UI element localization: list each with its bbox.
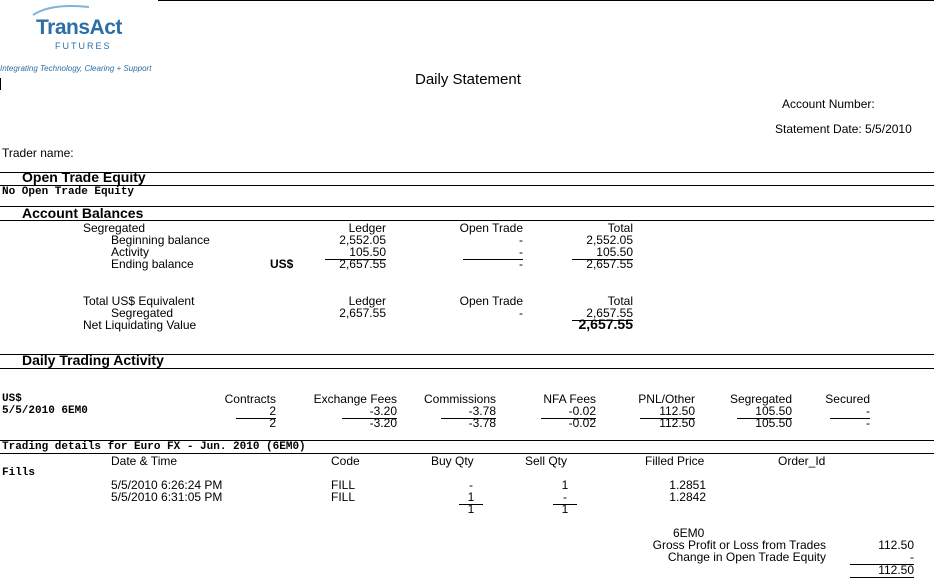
- nlv-value: 2,657.55: [578, 316, 633, 332]
- company-logo: [0, 0, 158, 78]
- summary-total: 112.50: [850, 564, 914, 578]
- header-code: Code: [331, 454, 360, 468]
- equiv-segregated-label: Segregated: [111, 306, 174, 320]
- header-sell-qty: Sell Qty: [525, 454, 568, 468]
- trader-name-label: Trader name:: [2, 146, 74, 160]
- header-pnl: PNL/Other: [638, 392, 695, 406]
- balance-row-total: 2,657.55: [586, 257, 633, 271]
- fill-price: 1.2851: [669, 478, 706, 492]
- col-open-trade: Open Trade: [459, 221, 523, 235]
- fill-buy-qty: -: [469, 478, 473, 492]
- top-border: [158, 0, 934, 1]
- fill-datetime: 5/5/2010 6:26:24 PM: [111, 478, 223, 492]
- gross-pl-value: 112.50: [878, 538, 914, 552]
- currency-label: US$: [270, 257, 294, 271]
- col-total: Total: [607, 294, 633, 308]
- details-heading: Trading details for Euro FX - Jun. 2010 (6EM0): [2, 441, 306, 453]
- fill-datetime: 5/5/2010 6:31:05 PM: [111, 490, 223, 504]
- activity-cell: 112.50: [640, 405, 695, 419]
- header-datetime: Date & Time: [111, 454, 178, 468]
- balance-row-total: 2,552.05: [586, 233, 633, 247]
- activity-cell: -3.78: [441, 405, 496, 419]
- logo-tagline: Integrating Technology, Clearing + Support: [0, 64, 152, 73]
- gross-pl-label: Gross Profit or Loss from Trades: [652, 538, 826, 552]
- activity-cell: -3.78: [468, 416, 496, 430]
- fill-code: FILL: [331, 490, 356, 504]
- logo-brand: TransAct: [36, 16, 122, 39]
- segregated-label: Segregated: [83, 221, 146, 235]
- activity-cell: -3.20: [369, 416, 397, 430]
- col-total: Total: [607, 221, 633, 235]
- balance-row-label: Beginning balance: [111, 233, 210, 247]
- balance-row-ledger: 2,657.55: [339, 257, 386, 271]
- header-filled-price: Filled Price: [645, 454, 705, 468]
- equiv-open: -: [519, 306, 523, 320]
- activity-cell: 105.50: [737, 405, 792, 419]
- header-segregated: Segregated: [729, 392, 792, 406]
- balance-row-open: -: [519, 257, 523, 271]
- header-exchange-fees: Exchange Fees: [313, 392, 397, 406]
- activity-cell: 2: [269, 416, 276, 430]
- activity-cell: -: [830, 405, 870, 419]
- col-open-trade: Open Trade: [459, 294, 523, 308]
- change-ote-value: -: [850, 551, 914, 565]
- account-number-label: Account Number:: [782, 97, 875, 111]
- header-contracts: Contracts: [224, 392, 276, 406]
- no-ote-text: No Open Trade Equity: [2, 186, 135, 198]
- nlv-label: Net Liquidating Value: [83, 318, 197, 332]
- balance-row-total: 105.50: [572, 246, 633, 260]
- balance-row-label: Activity: [111, 245, 150, 259]
- fills-label: Fills: [2, 467, 36, 479]
- balance-row-ledger: 105.50: [325, 246, 386, 260]
- fill-sell-qty: -: [553, 491, 577, 505]
- fill-sell-qty: 1: [561, 478, 569, 492]
- activity-row-label: 5/5/2010 6EM0: [2, 405, 88, 417]
- logo-subtitle: FUTURES: [55, 41, 112, 51]
- balances-heading: Account Balances: [22, 205, 144, 221]
- header-order-id: Order_Id: [778, 454, 826, 468]
- fill-buy-qty: 1: [459, 491, 483, 505]
- page-title: Daily Statement: [415, 71, 521, 88]
- activity-cell: 112.50: [659, 416, 695, 430]
- fill-code: FILL: [331, 478, 356, 492]
- balance-row-open: -: [519, 233, 523, 247]
- activity-cell: 2: [236, 405, 276, 419]
- col-ledger: Ledger: [348, 221, 386, 235]
- activity-currency: US$: [2, 393, 22, 405]
- left-border: [0, 78, 1, 90]
- activity-cell: 105.50: [755, 416, 792, 430]
- statement-date: Statement Date: 5/5/2010: [775, 122, 912, 136]
- logo-swoosh-icon: [31, 3, 91, 17]
- balance-row-ledger: 2,552.05: [339, 233, 386, 247]
- divider: [0, 185, 934, 186]
- col-ledger: Ledger: [348, 294, 386, 308]
- balance-row-open: -: [463, 246, 523, 260]
- balance-row-label: Ending balance: [111, 257, 194, 271]
- summary-contract: 6EM0: [673, 526, 705, 540]
- divider: [0, 368, 934, 369]
- change-ote-label: Change in Open Trade Equity: [667, 550, 826, 564]
- header-nfa-fees: NFA Fees: [543, 392, 596, 406]
- sell-qty-total: 1: [561, 502, 569, 516]
- activity-heading: Daily Trading Activity: [22, 352, 164, 368]
- activity-cell: -: [866, 416, 870, 430]
- header-secured: Secured: [825, 392, 870, 406]
- fill-price: 1.2842: [669, 490, 706, 504]
- header-buy-qty: Buy Qty: [431, 454, 474, 468]
- header-commissions: Commissions: [423, 392, 496, 406]
- activity-cell: -3.20: [342, 405, 397, 419]
- equiv-label: Total US$ Equivalent: [83, 294, 195, 308]
- equiv-ledger: 2,657.55: [339, 306, 386, 320]
- buy-qty-total: 1: [467, 502, 475, 516]
- ote-heading: Open Trade Equity: [22, 169, 146, 185]
- activity-cell: -0.02: [541, 405, 596, 419]
- equiv-total: 2,657.55: [572, 307, 633, 321]
- activity-cell: -0.02: [568, 416, 596, 430]
